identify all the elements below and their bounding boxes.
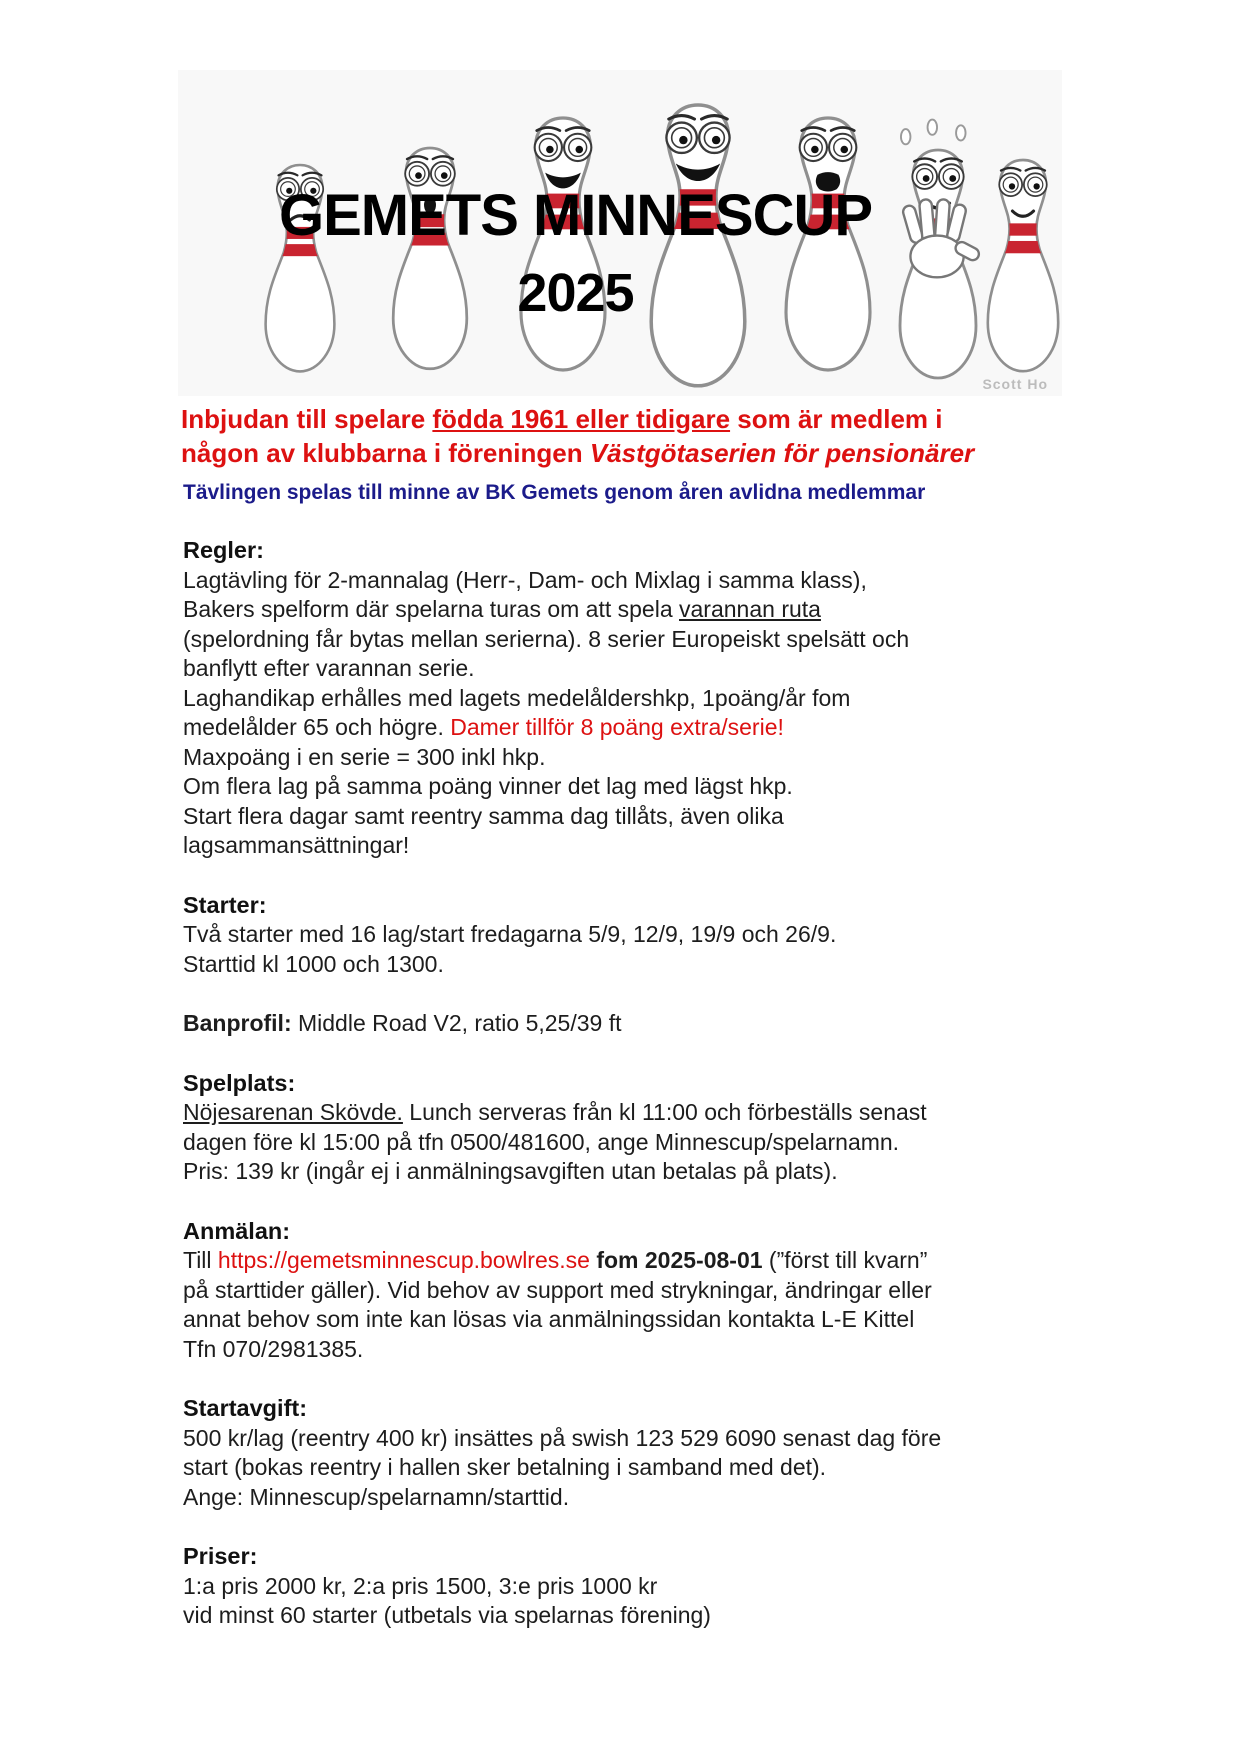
bowling-pin-smiling: [983, 160, 1062, 371]
text-run: banflytt efter varannan serie.: [183, 655, 475, 681]
section-lines-anmalan: [183, 1246, 1083, 1364]
registration-link[interactable]: https://gemetsminnescup.bowlres.se: [217, 1247, 590, 1273]
invitation-line-1: [181, 402, 1111, 436]
section-priser: [183, 1542, 1083, 1631]
text-line: [183, 1246, 1083, 1276]
text-run: Tfn 070/2981385.: [183, 1335, 364, 1362]
text-line: [183, 743, 1083, 773]
artist-watermark: Scott Ho: [982, 376, 1048, 392]
text-run: varannan ruta: [679, 596, 821, 622]
text-run: dagen före kl 15:00 på tfn 0500/481600, ange Minnescup/spelarnamn.: [183, 1128, 900, 1155]
text-line: [183, 1009, 1083, 1039]
event-title: GEMETS MINNESCUP: [278, 183, 873, 248]
text-run: annat behov som inte kan lösas via anmälningssidan kontakta L-E Kittel: [183, 1306, 915, 1332]
text-run: Nöjesarenan Skövde.: [183, 1099, 403, 1125]
text-run: Inbjudan till spelare: [181, 404, 433, 434]
text-run: Bakers spelform där spelarna turas om att spela: [183, 596, 680, 622]
text-run: födda 1961 eller tidigare: [432, 404, 731, 434]
text-line: [183, 684, 1083, 714]
text-run: Om flera lag på samma poäng vinner det lag med lägst hkp.: [183, 773, 793, 799]
text-run: Maxpoäng i en serie = 300 inkl hkp.: [183, 743, 546, 770]
text-line: [183, 772, 1083, 802]
text-line: [183, 654, 1083, 684]
text-run: fom 2025-08-01: [596, 1247, 763, 1273]
text-run: medelålder 65 och högre.: [183, 714, 451, 740]
section-starter: [183, 891, 1083, 980]
section-heading-starter: Starter:: [183, 891, 267, 918]
text-line: [183, 831, 1083, 861]
text-line: [183, 802, 1083, 832]
text-line: [183, 1276, 1083, 1306]
text-line: [183, 1157, 1083, 1187]
text-run: lagsammansättningar!: [183, 832, 410, 858]
text-run: Till: [183, 1247, 218, 1273]
section-spelplats: [183, 1069, 1083, 1187]
text-line: [183, 1601, 1083, 1631]
section-lines-priser: [183, 1572, 1083, 1631]
text-run: Middle Road V2, ratio 5,25/39 ft: [291, 1010, 622, 1036]
text-run: Västgötaserien för pensionärer: [589, 438, 975, 468]
text-line: [183, 1128, 1083, 1158]
text-run: Starttid kl 1000 och 1300.: [183, 950, 444, 977]
text-line: [183, 595, 1083, 625]
section-lines-banprofil: [183, 1009, 1083, 1039]
text-run: som är medlem i: [730, 404, 943, 434]
text-run: (spelordning får bytas mellan serierna). 8 serier Europeiskt spelsätt och: [183, 625, 910, 652]
section-startavgift: [183, 1394, 1083, 1512]
section-lines-starter: [183, 920, 1083, 979]
section-heading-priser: Priser:: [183, 1543, 258, 1569]
document-body: [183, 536, 1083, 1631]
text-run: på starttider gäller). Vid behov av support med strykningar, ändringar eller: [183, 1276, 932, 1303]
section-heading-startavgift: Startavgift:: [183, 1395, 308, 1421]
text-run: start (bokas reentry i hallen sker betalning i samband med det).: [183, 1454, 827, 1480]
text-line: [183, 1098, 1083, 1128]
section-heading-spelplats: Spelplats:: [183, 1069, 296, 1096]
text-run: vid minst 60 starter (utbetals via spelarnas förening): [183, 1602, 711, 1628]
text-run: 1:a pris 2000 kr, 2:a pris 1500, 3:e pris 1000 kr: [183, 1572, 658, 1599]
section-lines-regler: [183, 566, 1083, 861]
text-run: Ange: Minnescup/spelarnamn/starttid.: [183, 1483, 570, 1510]
text-run: Två starter med 16 lag/start fredagarna 5/9, 12/9, 19/9 och 26/9.: [183, 921, 837, 947]
text-run: Banprofil:: [183, 1010, 292, 1036]
text-line: [183, 566, 1083, 596]
text-line: [183, 1453, 1083, 1483]
text-line: [183, 1335, 1083, 1365]
text-run: Lunch serveras från kl 11:00 och förbeställs senast: [402, 1099, 927, 1125]
section-lines-startavgift: [183, 1424, 1083, 1513]
text-run: Pris: 139 kr (ingår ej i anmälningsavgiften utan betalas på plats).: [183, 1158, 838, 1184]
section-banprofil: [183, 1009, 1083, 1039]
invitation-text: [181, 402, 1111, 470]
section-regler: [183, 536, 1083, 861]
invitation-line-2: [181, 436, 1111, 470]
text-run: Start flera dagar samt reentry samma dag tillåts, även olika: [183, 802, 784, 829]
text-line: [183, 1483, 1083, 1513]
text-run: 500 kr/lag (reentry 400 kr) insättes på swish 123 529 6090 senast dag före: [183, 1424, 942, 1451]
text-line: [183, 713, 1083, 743]
text-line: [183, 1305, 1083, 1335]
section-anmalan: [183, 1217, 1083, 1365]
text-run: någon av klubbarna i föreningen: [181, 438, 590, 468]
text-run: Damer tillför 8 poäng extra/serie!: [450, 714, 784, 740]
hero-image: [178, 70, 1062, 396]
text-line: [183, 1424, 1083, 1454]
event-year: 2025: [517, 263, 634, 323]
text-run: Laghandikap erhålles med lagets medelåldershkp, 1poäng/år fom: [183, 684, 851, 711]
section-heading-regler: Regler:: [183, 537, 264, 563]
section-lines-spelplats: [183, 1098, 1083, 1187]
memorial-line: Tävlingen spelas till minne av BK Gemets genom åren avlidna medlemmar: [183, 481, 926, 504]
text-line: [183, 1572, 1083, 1602]
section-heading-anmalan: Anmälan:: [183, 1217, 291, 1244]
text-line: [183, 625, 1083, 655]
text-run: Lagtävling för 2-mannalag (Herr-, Dam- och Mixlag i samma klass),: [183, 566, 867, 593]
text-line: [183, 920, 1083, 950]
text-run: (”först till kvarn”: [762, 1247, 928, 1273]
text-line: [183, 950, 1083, 980]
